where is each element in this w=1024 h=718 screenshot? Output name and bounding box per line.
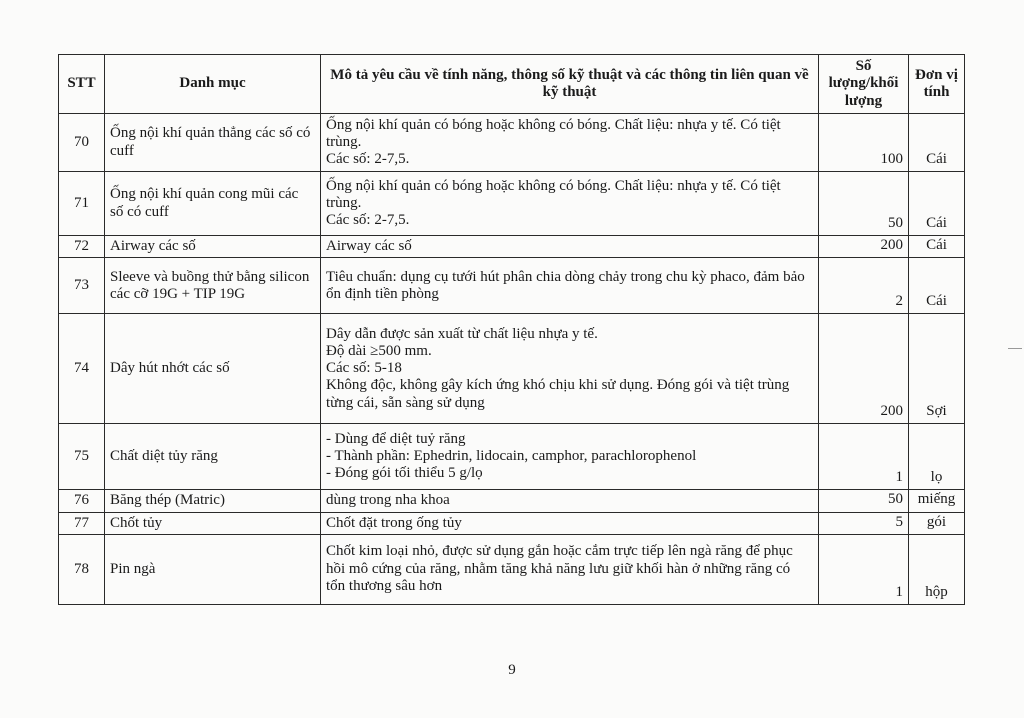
row-unit: gói	[909, 512, 965, 534]
row-unit: lọ	[909, 424, 965, 490]
row-category: Ống nội khí quản thẳng các số có cuff	[105, 114, 321, 172]
header-category: Danh mục	[105, 55, 321, 114]
description-line: dùng trong nha khoa	[326, 492, 450, 509]
table-header-row	[59, 55, 965, 114]
row-category: Airway các số	[105, 236, 321, 258]
table-row	[59, 114, 965, 172]
description-line: - Đóng gói tối thiểu 5 g/lọ	[326, 465, 483, 482]
row-category: Chốt tủy	[105, 512, 321, 534]
row-description	[321, 172, 819, 236]
table-row	[59, 424, 965, 490]
row-description	[321, 512, 819, 534]
description-line: Các số: 5-18	[326, 360, 402, 377]
row-unit: Cái	[909, 172, 965, 236]
row-unit: miếng	[909, 490, 965, 512]
description-line: Tiêu chuẩn: dụng cụ tưới hút phân chia dòng chảy trong chu kỳ phaco, đảm bảo ổn định tiền phòng	[326, 268, 805, 302]
description-line: Các số: 2-7,5.	[326, 151, 410, 168]
row-stt: 77	[59, 512, 105, 534]
header-quantity: Số lượng/khối lượng	[819, 55, 909, 114]
row-category: Băng thép (Matric)	[105, 490, 321, 512]
table-row	[59, 236, 965, 258]
row-stt: 76	[59, 490, 105, 512]
row-quantity: 200	[819, 314, 909, 424]
equipment-spec-table	[58, 54, 965, 605]
row-quantity: 1	[819, 534, 909, 604]
row-quantity: 50	[819, 172, 909, 236]
row-quantity: 200	[819, 236, 909, 258]
row-unit: hộp	[909, 534, 965, 604]
row-quantity: 2	[819, 258, 909, 314]
row-category: Ống nội khí quản cong mũi các số có cuff	[105, 172, 321, 236]
description-line: - Dùng để diệt tuỷ răng	[326, 430, 466, 447]
table-row	[59, 490, 965, 512]
row-description	[321, 424, 819, 490]
row-stt: 70	[59, 114, 105, 172]
description-line: Dây dẫn được sản xuất từ chất liệu nhựa y tế.	[326, 325, 598, 342]
row-quantity: 50	[819, 490, 909, 512]
row-stt: 72	[59, 236, 105, 258]
description-line: - Thành phần: Ephedrin, lidocain, camphor, parachlorophenol	[326, 448, 697, 465]
table-row	[59, 314, 965, 424]
row-description	[321, 236, 819, 258]
table-row	[59, 512, 965, 534]
row-category: Sleeve và buồng thử bằng silicon các cỡ 19G + TIP 19G	[105, 258, 321, 314]
row-unit: Cái	[909, 258, 965, 314]
row-category: Pin ngà	[105, 534, 321, 604]
row-description	[321, 258, 819, 314]
table-body	[59, 114, 965, 605]
description-line: Độ dài ≥500 mm.	[326, 342, 432, 359]
description-line: Chốt kim loại nhỏ, được sử dụng gắn hoặc cắm trực tiếp lên ngà răng để phục hồi mô cứng của răng, nhằm tăng khả năng lưu giữ khối hàn ở những răng có tổn thương sâu hơn	[326, 543, 793, 594]
header-description: Mô tả yêu cầu về tính năng, thông số kỹ thuật và các thông tin liên quan về kỹ thuật	[321, 55, 819, 114]
row-unit: Cái	[909, 236, 965, 258]
header-stt: STT	[59, 55, 105, 114]
row-quantity: 5	[819, 512, 909, 534]
page-number: 9	[508, 662, 516, 678]
header-unit: Đơn vị tính	[909, 55, 965, 114]
description-line: Ống nội khí quản có bóng hoặc không có bóng. Chất liệu: nhựa y tế. Có tiệt trùng.	[326, 116, 781, 150]
row-quantity: 100	[819, 114, 909, 172]
row-stt: 78	[59, 534, 105, 604]
description-line: Các số: 2-7,5.	[326, 212, 410, 229]
row-stt: 75	[59, 424, 105, 490]
row-description	[321, 114, 819, 172]
description-line: Ống nội khí quản có bóng hoặc không có bóng. Chất liệu: nhựa y tế. Có tiệt trùng.	[326, 177, 781, 211]
table-row	[59, 534, 965, 604]
description-line: Không độc, không gây kích ứng khó chịu khi sử dụng. Đóng gói và tiệt trùng từng cái, sẵn sàng sử dụng	[326, 377, 790, 411]
row-unit: Sợi	[909, 314, 965, 424]
row-unit: Cái	[909, 114, 965, 172]
row-stt: 74	[59, 314, 105, 424]
row-description	[321, 490, 819, 512]
row-description	[321, 534, 819, 604]
row-category: Dây hút nhớt các số	[105, 314, 321, 424]
table-row	[59, 172, 965, 236]
description-line: Chốt đặt trong ống tủy	[326, 514, 462, 531]
row-stt: 73	[59, 258, 105, 314]
row-quantity: 1	[819, 424, 909, 490]
row-description	[321, 314, 819, 424]
row-category: Chất diệt tủy răng	[105, 424, 321, 490]
scan-edge-mark	[1008, 348, 1022, 349]
table-row	[59, 258, 965, 314]
row-stt: 71	[59, 172, 105, 236]
description-line: Airway các số	[326, 238, 412, 254]
